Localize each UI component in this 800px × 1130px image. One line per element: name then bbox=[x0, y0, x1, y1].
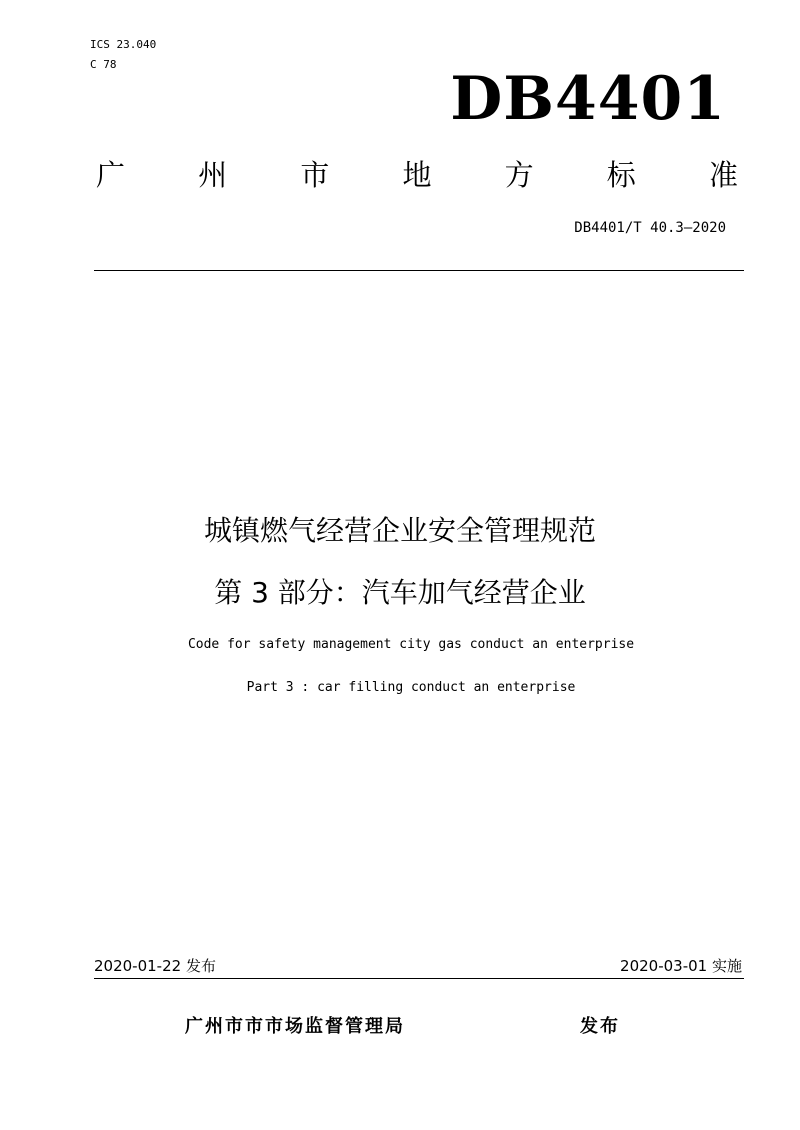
header-divider bbox=[94, 270, 744, 271]
standard-number: DB4401/T 40.3—2020 bbox=[574, 220, 726, 236]
category-char: 准 bbox=[708, 158, 738, 192]
category-char: 地 bbox=[402, 158, 432, 192]
category-char: 州 bbox=[198, 158, 228, 192]
implement-date: 2020-03-01 实施 bbox=[620, 957, 742, 975]
category-char: 广 bbox=[96, 158, 126, 192]
document-title-cn: 城镇燃气经营企业安全管理规范 bbox=[203, 514, 596, 547]
category-char: 方 bbox=[504, 158, 534, 192]
document-subtitle-en: Part 3 : car filling conduct an enterprise bbox=[246, 680, 576, 695]
issued-label: 发布 bbox=[580, 1016, 620, 1037]
ccs-code: C 78 bbox=[90, 58, 117, 71]
footer-divider bbox=[94, 978, 744, 979]
standard-category-title bbox=[96, 156, 738, 194]
issuing-authority: 广州市市市场监督管理局 bbox=[185, 1016, 405, 1037]
category-char: 标 bbox=[606, 158, 636, 192]
standard-code-logo: DB4401 bbox=[450, 64, 726, 134]
publish-date: 2020-01-22 发布 bbox=[94, 957, 216, 975]
document-title-en: Code for safety management city gas conduct an enterprise bbox=[187, 637, 635, 652]
document-subtitle-cn: 第 3 部分：汽车加气经营企业 bbox=[214, 576, 586, 609]
ics-code: ICS 23.040 bbox=[90, 38, 157, 51]
category-char: 市 bbox=[300, 158, 330, 192]
